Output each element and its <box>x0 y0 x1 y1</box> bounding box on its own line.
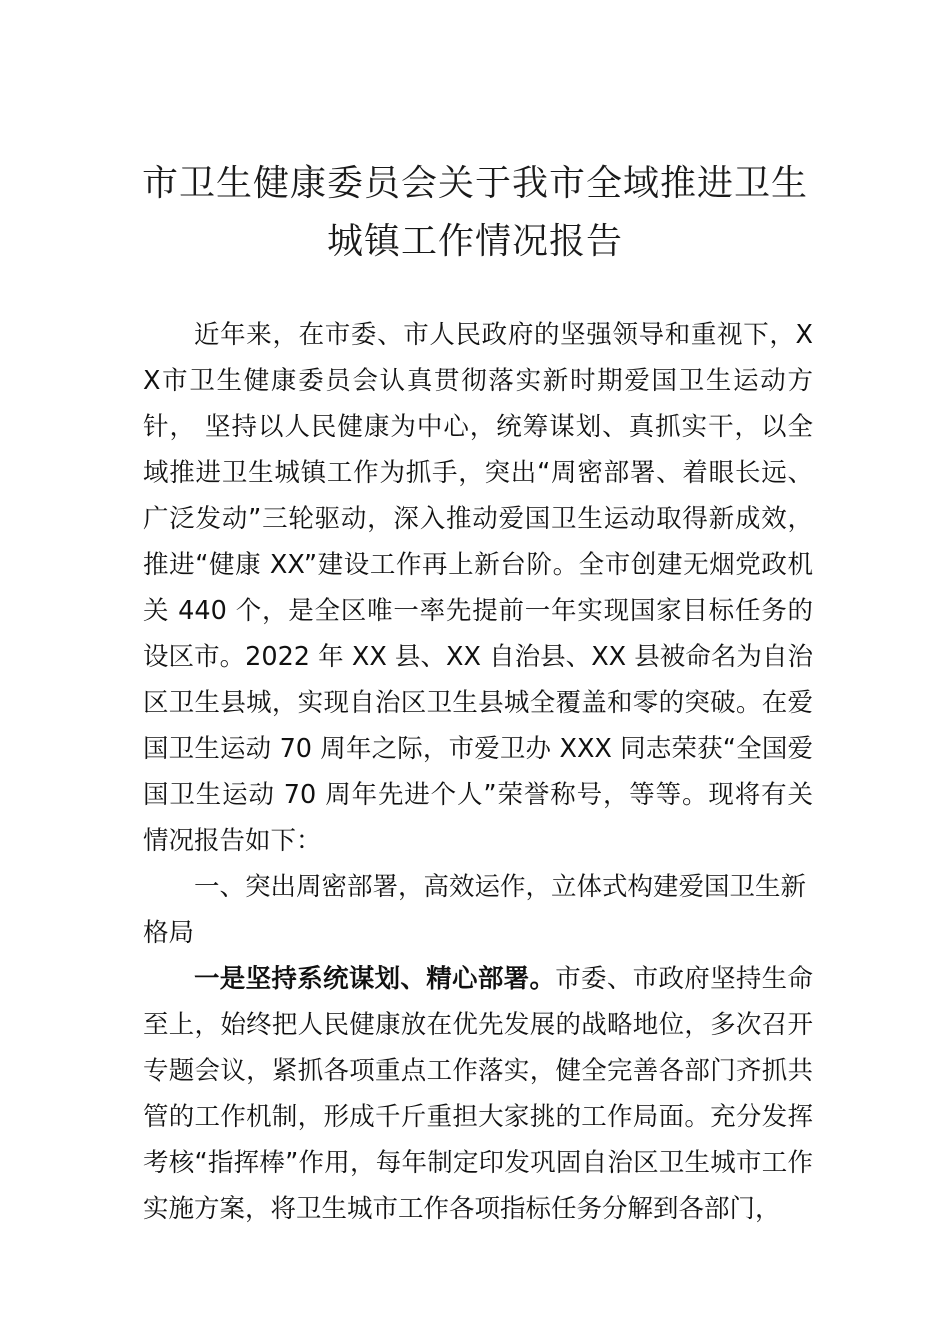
section-heading-1: 一、突出周密部署，高效运作，立体式构建爱国卫生新格局 <box>143 872 807 948</box>
document-title-line-2: 城镇工作情况报告 <box>326 221 623 262</box>
paragraph-2-body: 市委、市政府坚持生命至上，始终把人民健康放在优先发展的战略地位，多次召开专题会议，紧抓各项重点工作落实，健全完善各部门齐抓共管的工作机制，形成千斤重担大家挑的工作局面。充分发挥考核“指挥棒”作用，每年制定印发巩固自治区卫生城市工作实施方案，将卫生城市工作各项指标任务分解到各部门， <box>143 964 813 1224</box>
paragraph-2-lead: 一是坚持系统谋划、精心部署。 <box>194 964 556 994</box>
intro-paragraph: 近年来，在市委、市人民政府的坚强领导和重视下，XX市卫生健康委员会认真贯彻落实新时期爱国卫生运动方针， 坚持以人民健康为中心，统筹谋划、真抓实干，以全域推进卫生城镇工作为抓手，突出“周密部署、着眼长远、广泛发动”三轮驱动，深入推动爱国卫生运动取得新成效，推进“健康 XX”建设工作再上新台阶。全市创建无烟党政机关 440 个，是全区唯一率先提前一年实现国家目标任务的设区市。2022 年 XX 县、XX 自治县、XX 县被命名为自治区卫生县城，实现自治区卫生县城全覆盖和零的突破。在爱国卫生运动 70 周年之际，市爱卫办 XXX 同志荣获“全国爱国卫生运动 70 周年先进个人”荣誉称号，等等。现将有关情况报告如下： <box>143 320 813 856</box>
paragraph-2 <box>143 956 813 1232</box>
document-body <box>143 312 813 1232</box>
document-title-line-1: 市卫生健康委员会关于我市全域推进卫生 <box>141 163 808 204</box>
